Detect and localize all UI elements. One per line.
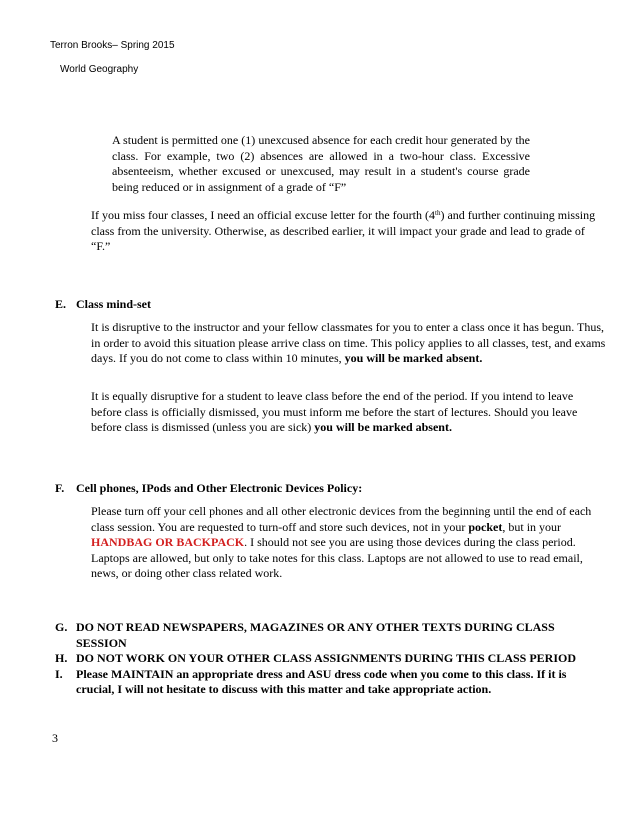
rule-i-label: I. [55, 666, 63, 681]
rule-g-text: DO NOT READ NEWSPAPERS, MAGAZINES OR ANY OTHER TEXTS DURING CLASS SESSION [76, 620, 555, 650]
section-e-p2-text: It is equally disruptive for a student to leave class before the end of the period. If you intend to leave before class is officially dismissed, you must inform me before the start of lectures. Should you leave before class is dismissed (unless you are sick) [91, 389, 578, 434]
section-f-text-1: Please turn off your cell phones and all other electronic devices from the beginning until the end of each class session. You are requested to turn-off and store such devices, not in your [91, 504, 592, 534]
rule-i-text: Please MAINTAIN an appropriate dress and ASU dress code when you come to this class. If it is crucial, I will not hesitate to discuss with this matter and take appropriate action. [76, 666, 567, 696]
rule-h [55, 651, 605, 667]
rule-i [55, 667, 605, 698]
section-e-p1-emphasis: you will be marked absent. [344, 351, 483, 365]
rules-list [55, 620, 605, 698]
section-f-text-3: . I should not see you are using those devices during the class period. Laptops are allowed, but only to take notes for this class. Laptops are not allowed to use to read email, news, or doing other class related work. [91, 535, 583, 580]
attendance-policy-paragraph: A student is permitted one (1) unexcused absence for each credit hour generated by the class. For example, two (2) absences are allowed in a two-hour class. Excessive absenteeism, whether excused or unexcused, may result in a student's course grade being reduced or in assignment of a grade of “F” [112, 133, 530, 194]
section-e-title: Class mind-set [76, 297, 152, 311]
section-e-p2-emphasis: you will be marked absent. [314, 420, 452, 434]
section-e-paragraph-2 [91, 389, 606, 436]
page-number: 3 [52, 731, 58, 745]
missed-classes-paragraph [91, 208, 601, 255]
missed-classes-text-start: If you miss four classes, I need an official excuse letter for the fourth (4 [91, 208, 435, 222]
section-f-text-2: , but in your [502, 519, 562, 534]
header-course: World Geography [60, 64, 139, 75]
section-e-p1-text: It is disruptive to the instructor and your fellow classmates for you to enter a class once it has begun. Thus, in order to avoid this situation please arrive class on time. This policy applies to all classes, test, and exams days. If you do not come to class within 10 minutes, [91, 320, 606, 365]
header-author-term: Terron Brooks– Spring 2015 [50, 40, 175, 51]
section-f-label: F. [55, 481, 65, 495]
rule-g [55, 620, 605, 651]
section-e-paragraph-1 [91, 320, 606, 367]
rule-h-text: DO NOT WORK ON YOUR OTHER CLASS ASSIGNMENTS DURING THIS CLASS PERIOD [76, 651, 576, 665]
missed-classes-text-end: ) and further continuing missing class from the university. Otherwise, as described earlier, it will impact your grade and lead to grade of “F.” [91, 208, 596, 253]
section-f-paragraph [91, 504, 606, 582]
section-f-pocket: pocket [468, 519, 503, 534]
section-f-title: Cell phones, IPods and Other Electronic Devices Policy: [76, 481, 363, 495]
rule-g-label: G. [55, 620, 68, 634]
section-e-label: E. [55, 297, 67, 311]
section-f-handbag-warning: HANDBAG OR BACKPACK [91, 535, 245, 549]
rule-h-label: H. [55, 651, 68, 665]
ordinal-superscript: th [435, 209, 441, 217]
